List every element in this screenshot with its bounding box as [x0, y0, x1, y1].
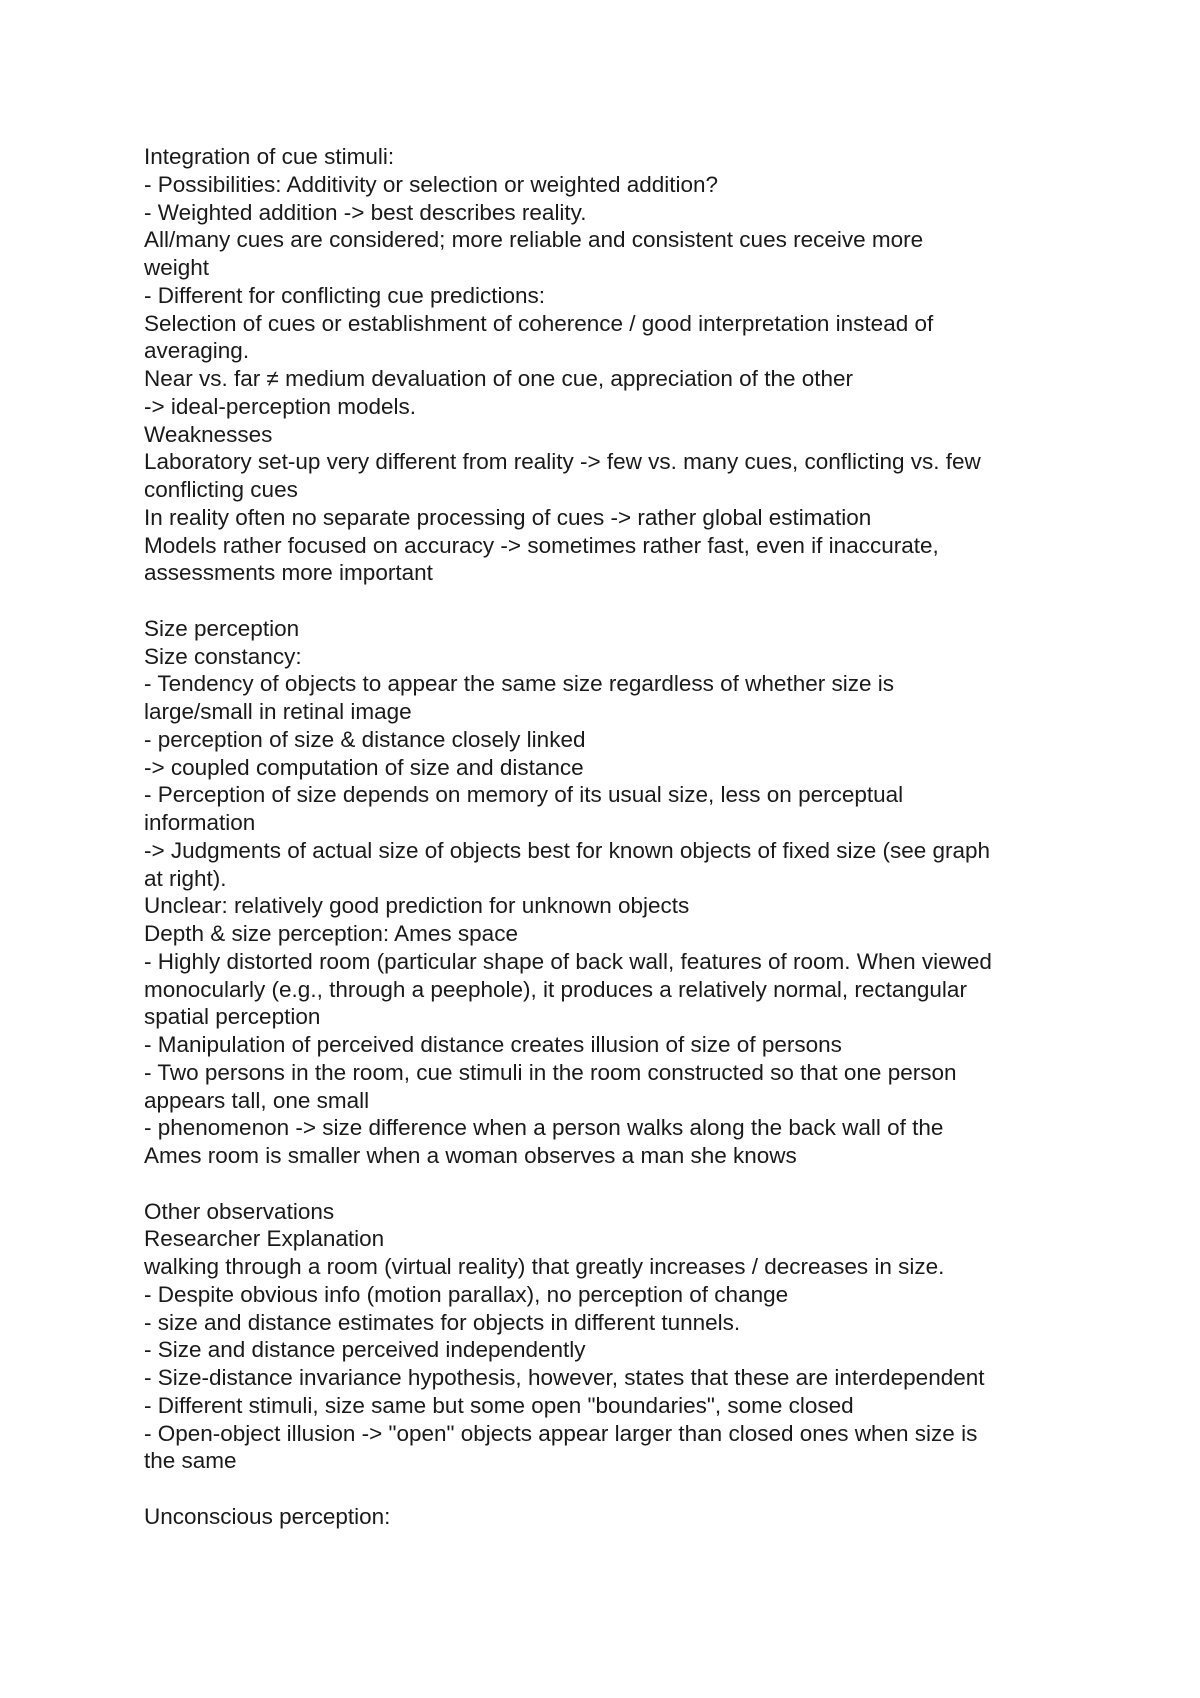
- text-line: - Two persons in the room, cue stimuli in the room constructed so that one person: [144, 1059, 957, 1085]
- text-line: Unclear: relatively good prediction for unknown objects: [144, 893, 690, 919]
- text-line: - Possibilities: Additivity or selection or weighted addition?: [144, 171, 719, 197]
- section-heading: Unconscious perception:: [144, 1503, 391, 1529]
- text-line: - Different stimuli, size same but some open "boundaries", some closed: [144, 1392, 854, 1418]
- text-line: -> Judgments of actual size of objects best for known objects of fixed size (see graph: [144, 837, 991, 863]
- paragraph-gap: [144, 587, 1064, 615]
- text-line: conflicting cues: [144, 477, 298, 502]
- text-line: at right).: [144, 865, 227, 891]
- section-unconscious-perception: [144, 1503, 1064, 1531]
- section-size-perception: [144, 615, 1064, 1170]
- text-line: assessments more important: [144, 560, 433, 586]
- text-line: Models rather focused on accuracy -> sometimes rather fast, even if inaccurate,: [144, 532, 939, 558]
- section-heading: Integration of cue stimuli:: [144, 144, 395, 169]
- text-line: -> coupled computation of size and distance: [144, 754, 584, 780]
- text-line: the same: [144, 1448, 237, 1474]
- text-line: - size and distance estimates for objects in different tunnels.: [144, 1309, 741, 1335]
- section-other-observations: [144, 1198, 1064, 1476]
- text-line: Laboratory set-up very different from reality -> few vs. many cues, conflicting vs. few: [144, 449, 981, 475]
- text-line: All/many cues are considered; more reliable and consistent cues receive more: [144, 227, 924, 253]
- subheading: Size constancy:: [144, 643, 302, 669]
- paragraph-gap: [144, 1170, 1064, 1198]
- text-line: weight: [144, 255, 210, 280]
- text-line: Selection of cues or establishment of coherence / good interpretation instead of: [144, 310, 934, 336]
- text-line: Ames room is smaller when a woman observes a man she knows: [144, 1143, 797, 1168]
- text-line: large/small in retinal image: [144, 699, 412, 724]
- section-cue-integration: [144, 143, 1064, 587]
- text-line: - perception of size & distance closely linked: [144, 726, 586, 752]
- text-line: averaging.: [144, 338, 250, 364]
- text-line: - Perception of size depends on memory of its usual size, less on perceptual: [144, 782, 904, 808]
- text-line: - Weighted addition -> best describes reality.: [144, 199, 587, 225]
- text-line: - Size-distance invariance hypothesis, however, states that these are interdependent: [144, 1365, 985, 1390]
- text-line: walking through a room (virtual reality) that greatly increases / decreases in size.: [144, 1254, 945, 1279]
- text-line: - Different for conflicting cue predictions:: [144, 282, 546, 308]
- subheading: Depth & size perception: Ames space: [144, 921, 518, 946]
- text-line: - Despite obvious info (motion parallax), no perception of change: [144, 1281, 789, 1307]
- text-line: - phenomenon -> size difference when a person walks along the back wall of the: [144, 1115, 944, 1141]
- text-line: - Open-object illusion -> "open" objects appear larger than closed ones when size is: [144, 1420, 978, 1446]
- subheading: Researcher Explanation: [144, 1226, 385, 1252]
- text-line: spatial perception: [144, 1004, 321, 1030]
- paragraph-gap: [144, 1475, 1064, 1503]
- text-line: monocularly (e.g., through a peephole), it produces a relatively normal, rectangular: [144, 976, 967, 1002]
- text-line: - Tendency of objects to appear the same size regardless of whether size is: [144, 671, 894, 697]
- text-line: information: [144, 810, 256, 835]
- text-line: Near vs. far ≠ medium devaluation of one cue, appreciation of the other: [144, 366, 854, 391]
- text-line: - Highly distorted room (particular shape of back wall, features of room. When viewed: [144, 948, 992, 974]
- text-line: - Size and distance perceived independently: [144, 1337, 586, 1363]
- section-heading: Size perception: [144, 615, 300, 641]
- text-line: appears tall, one small: [144, 1087, 370, 1113]
- text-line: - Manipulation of perceived distance creates illusion of size of persons: [144, 1032, 842, 1057]
- document-page: [144, 143, 1064, 1531]
- text-line: In reality often no separate processing of cues -> rather global estimation: [144, 504, 872, 530]
- text-line: -> ideal-perception models.: [144, 393, 417, 419]
- section-heading: Other observations: [144, 1198, 335, 1224]
- subheading: Weaknesses: [144, 421, 273, 447]
